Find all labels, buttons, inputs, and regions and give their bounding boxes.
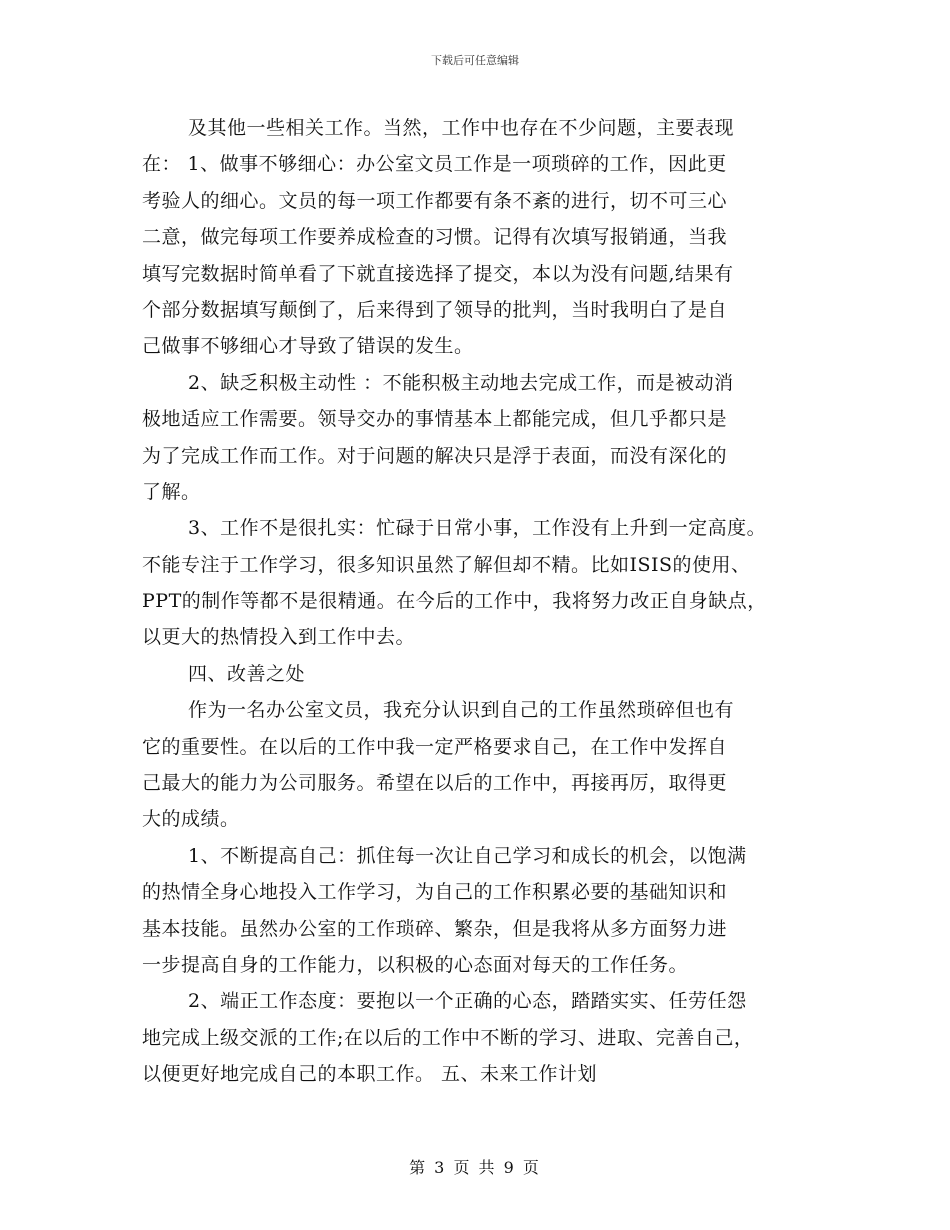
text-line: 及其他一些相关工作。当然，工作中也存在不少问题，主要表现	[188, 117, 735, 139]
text-line: 二意，做完每项工作要养成检查的习惯。记得有次填写报销通，当我	[142, 226, 728, 249]
text-line: 己最大的能力为公司服务。希望在以后的工作中，再接再厉，取得更	[142, 772, 728, 795]
text-line: 1、不断提高自己：抓住每一次让自己学习和成长的机会，以饱满	[188, 844, 747, 867]
text-line: 以更大的热情投入到工作中去。	[142, 626, 416, 649]
text-line: 以便更好地完成自己的本职工作。 五、未来工作计划	[142, 1063, 598, 1086]
text-line: 不能专注于工作学习，很多知识虽然了解但却不精。比如ISIS的使用、	[142, 553, 751, 576]
text-line: 极地适应工作需要。领导交办的事情基本上都能完成，但几乎都只是	[142, 408, 728, 431]
text-line: 大的成绩。	[142, 808, 240, 831]
page-number-footer: 第 3 页 共 9 页	[409, 1158, 541, 1177]
text-line: 作为一名办公室文员，我充分认识到自己的工作虽然琐碎但也有	[188, 699, 735, 722]
text-line: 己做事不够细心才导致了错误的发生。	[142, 335, 474, 358]
text-line: 个部分数据填写颠倒了，后来得到了领导的批判，当时我明白了是自	[142, 298, 728, 321]
text-line: 了解。	[142, 480, 201, 503]
text-line: PPT的制作等都不是很精通。在今后的工作中，我将努力改正自身缺点，	[142, 590, 767, 613]
text-line: 基本技能。虽然办公室的工作琐碎、繁杂，但是我将从多方面努力进	[142, 917, 728, 940]
text-line: 四、改善之处	[188, 662, 306, 685]
text-line: 的热情全身心地投入工作学习，为自己的工作积累必要的基础知识和	[142, 881, 728, 904]
document-body	[142, 110, 822, 1093]
text-line: 它的重要性。在以后的工作中我一定严格要求自己，在工作中发挥自	[142, 735, 728, 758]
text-line: 一步提高自身的工作能力，以积极的心态面对每天的工作任务。	[142, 953, 689, 976]
text-line: 地完成上级交派的工作;在以后的工作中不断的学习、进取、完善自己，	[142, 1026, 754, 1049]
text-line: 3、工作不是很扎实：忙碌于日常小事，工作没有上升到一定高度。	[188, 517, 767, 540]
text-line: 2、端正工作态度：要抱以一个正确的心态，踏踏实实、任劳任怨	[188, 990, 747, 1013]
text-line: 考验人的细心。文员的每一项工作都要有条不紊的进行，切不可三心	[142, 189, 728, 212]
text-line: 为了完成工作而工作。对于问题的解决只是浮于表面，而没有深化的	[142, 444, 728, 467]
page-header: 下载后可任意编辑	[431, 54, 519, 67]
text-line: 填写完数据时简单看了下就直接选择了提交，本以为没有问题,结果有	[142, 262, 734, 285]
text-line: 在： 1、做事不够细心：办公室文员工作是一项琐碎的工作，因此更	[142, 153, 727, 176]
text-line: 2、缺乏积极主动性 ：不能积极主动地去完成工作，而是被动消	[188, 371, 734, 394]
